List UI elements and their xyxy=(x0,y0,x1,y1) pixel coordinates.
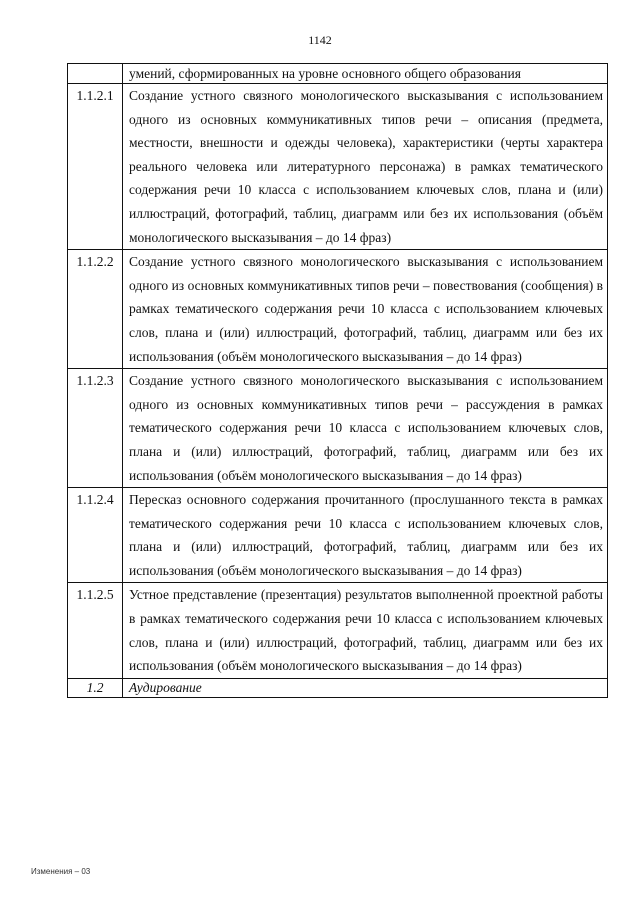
item-number: 1.1.2.4 xyxy=(68,488,123,583)
number-cell xyxy=(68,64,123,84)
section-number: 1.2 xyxy=(68,678,123,697)
section-row xyxy=(68,678,608,697)
table-row-continuation xyxy=(68,64,608,84)
table-row xyxy=(68,369,608,488)
item-number: 1.1.2.3 xyxy=(68,369,123,488)
section-title: Аудирование xyxy=(123,678,608,697)
item-text: Устное представление (презентация) результатов выполненной проектной работы в рамках тематического содержания речи 10 класса с использованием ключевых слов, плана и (или) иллюстраций, фотографий, таблиц, диаграмм или без их использования (объём монологического высказывания – до 14 фраз) xyxy=(123,583,608,678)
item-number: 1.1.2.1 xyxy=(68,84,123,250)
table-row xyxy=(68,250,608,369)
item-text: Создание устного связного монологического высказывания с использованием одного из основных коммуникативных типов речи – рассуждения в рамках тематического содержания речи 10 класса с использованием ключевых слов, плана и (или) иллюстраций, фотографий, таблиц, диаграмм или без их использования (объём монологического высказывания – до 14 фраз) xyxy=(123,369,608,488)
item-text: Создание устного связного монологического высказывания с использованием одного из основных коммуникативных типов речи – описания (предмета, местности, внешности и одежды человека), характеристики (черты характера реального человека или литературного персонажа) в рамках тематического содержания речи 10 класса с использованием ключевых слов, плана и (или) иллюстраций, фотографий, таблиц, диаграмм или без их использования (объём монологического высказывания – до 14 фраз) xyxy=(123,84,608,250)
item-text: Пересказ основного содержания прочитанного (прослушанного текста в рамках тематического содержания речи 10 класса с использованием ключевых слов, плана и (или) иллюстраций, фотографий, таблиц, диаграмм или без их использования (объём монологического высказывания – до 14 фраз) xyxy=(123,488,608,583)
table-row xyxy=(68,583,608,678)
continuation-text: умений, сформированных на уровне основного общего образования xyxy=(123,64,608,84)
item-number: 1.1.2.5 xyxy=(68,583,123,678)
requirements-table xyxy=(67,63,608,698)
footer-revision: Изменения – 03 xyxy=(31,867,91,876)
table-row xyxy=(68,84,608,250)
item-text: Создание устного связного монологического высказывания с использованием одного из основных коммуникативных типов речи – повествования (сообщения) в рамках тематического содержания речи 10 класса с использованием ключевых слов, плана и (или) иллюстраций, фотографий, таблиц, диаграмм или без их использования (объём монологического высказывания – до 14 фраз) xyxy=(123,250,608,369)
item-number: 1.1.2.2 xyxy=(68,250,123,369)
table-row xyxy=(68,488,608,583)
page-number: 1142 xyxy=(308,33,332,47)
